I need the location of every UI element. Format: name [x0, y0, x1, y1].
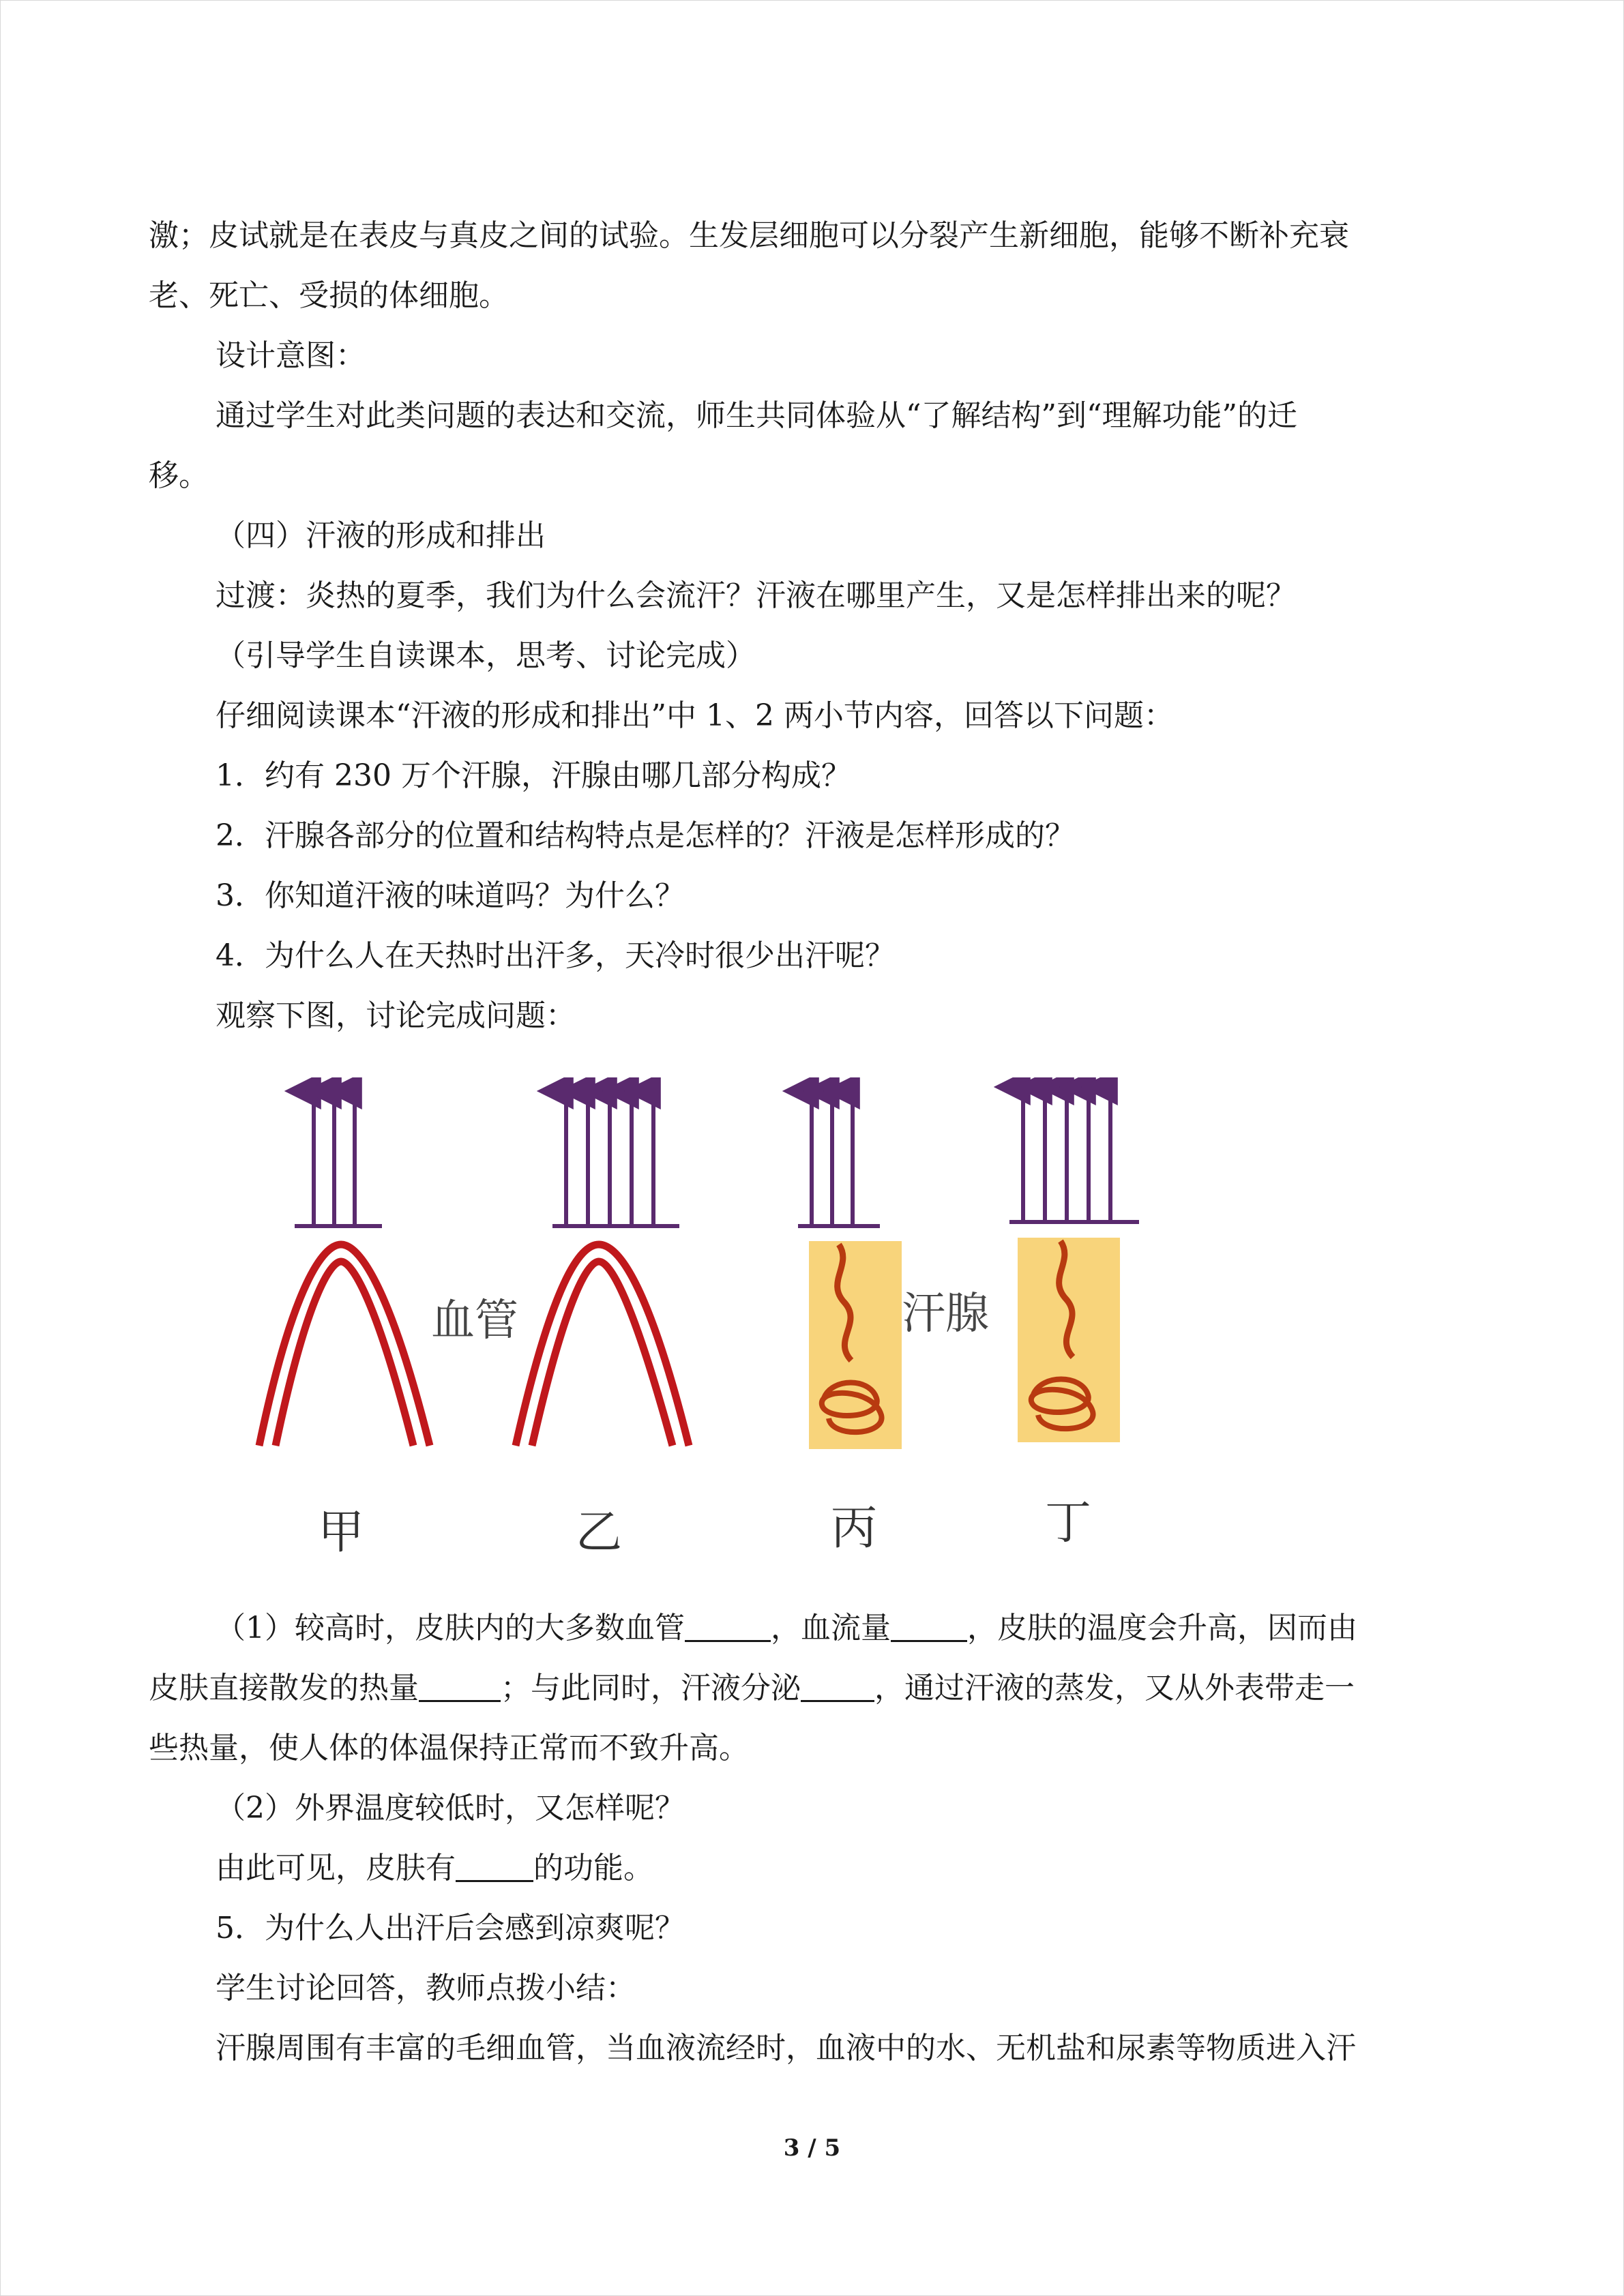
blood-vessel-icon [259, 1244, 430, 1446]
fill-blank-line: 皮肤直接散发的热量 ；与此同时，汗液分泌 ，通过汗液的蒸发，又从外表带走一 [149, 1658, 1475, 1718]
text-line: （引导学生自读课本，思考、讨论完成） [216, 638, 756, 673]
question-sub-2: （2）外界温度较低时，又怎样呢？ [216, 1791, 685, 1825]
text-line: 设计意图： [216, 338, 366, 373]
fill-blank-line: 由此可见，皮肤有 的功能。 [149, 1838, 1475, 1898]
text-line: 仔细阅读课本“汗液的形成和排出”中 1、2 两小节内容，回答以下问题： [216, 698, 1174, 733]
question-4: 4．为什么人在天热时出汗多，天冷时很少出汗呢？ [216, 938, 895, 973]
text-line: 观察下图，讨论完成问题： [216, 998, 576, 1033]
heat-arrows [812, 1091, 853, 1224]
answer-blank[interactable] [419, 1667, 501, 1702]
question-2: 2．汗腺各部分的位置和结构特点是怎样的？汗液是怎样形成的？ [216, 818, 1075, 853]
label-sweat-gland: 汗腺 [902, 1289, 989, 1339]
text-line: 通过学生对此类问题的表达和交流，师生共同体验从“了解结构”到“理解功能”的迁 [216, 398, 1297, 433]
fill-blank-line: （1）较高时，皮肤内的大多数血管 ，血流量 ，皮肤的温度会升高，因而由 [149, 1598, 1475, 1658]
sweat-gland-icon [1018, 1238, 1120, 1442]
panel-yi [516, 1091, 689, 1446]
panel-jia [259, 1091, 430, 1446]
text-line: 学生讨论回答，教师点拨小结： [216, 1971, 636, 2006]
text-line: 过渡：炎热的夏季，我们为什么会流汗？汗液在哪里产生，又是怎样排出来的呢？ [216, 578, 1296, 613]
heat-arrows [314, 1091, 355, 1224]
answer-blank[interactable] [456, 1847, 533, 1882]
blood-vessel-icon [516, 1244, 689, 1446]
panel-label-ding: 丁 [1044, 1496, 1092, 1550]
question-5: 5．为什么人出汗后会感到凉爽呢？ [216, 1911, 685, 1945]
answer-blank[interactable] [685, 1607, 771, 1642]
panel-bing [798, 1091, 902, 1449]
sweat-gland-icon [809, 1241, 902, 1449]
text-line: 激；皮试就是在表皮与真皮之间的试验。生发层细胞可以分裂产生新细胞，能够不断补充衰 [149, 218, 1349, 253]
text-line: 汗腺周围有丰富的毛细血管，当血液流经时，血液中的水、无机盐和尿素等物质进入汗 [216, 2031, 1356, 2066]
answer-blank[interactable] [891, 1607, 967, 1642]
text-line: 些热量，使人体的体温保持正常而不致升高。 [149, 1731, 749, 1765]
section-heading: （四）汗液的形成和排出 [216, 518, 546, 553]
panel-label-jia: 甲 [317, 1506, 365, 1560]
question-3: 3．你知道汗液的味道吗？为什么？ [216, 878, 685, 913]
panel-label-bing: 丙 [830, 1502, 878, 1555]
panel-label-yi: 乙 [575, 1506, 623, 1560]
sweat-blood-figure [252, 1077, 1153, 1582]
question-1: 1．约有 230 万个汗腺，汗腺由哪几部分构成？ [216, 758, 851, 793]
panel-ding [1009, 1087, 1139, 1442]
heat-arrows [1023, 1087, 1110, 1220]
heat-arrows [566, 1091, 653, 1224]
text-line: 移。 [149, 458, 209, 493]
label-blood-vessel: 血管 [431, 1296, 518, 1346]
answer-blank[interactable] [801, 1667, 874, 1702]
page-number: 3 / 5 [783, 2134, 841, 2162]
text-line: 老、死亡、受损的体细胞。 [149, 278, 509, 313]
